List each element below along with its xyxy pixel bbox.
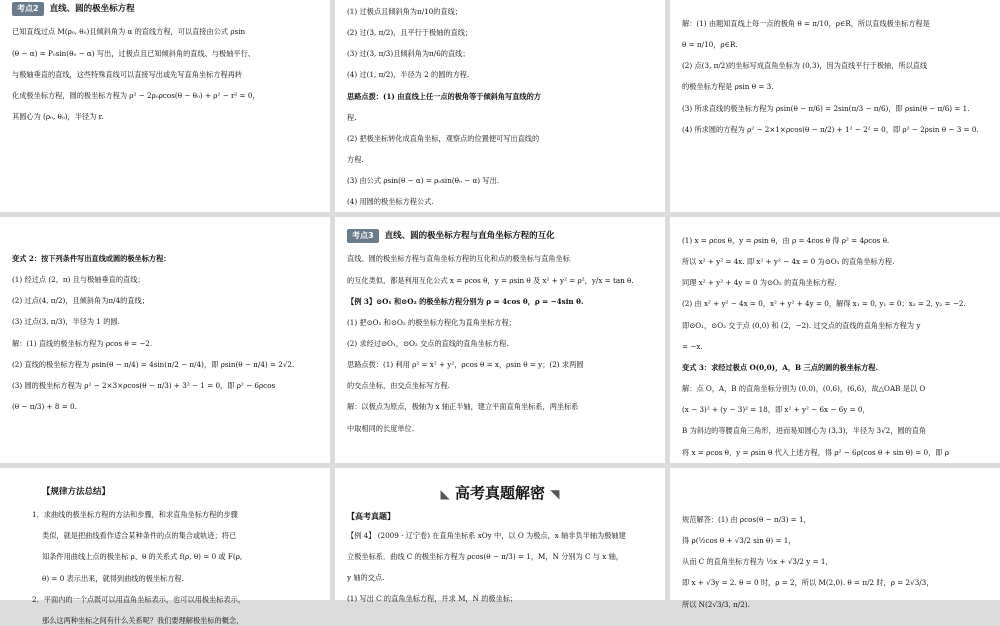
text-line: 立极坐标系．曲线 C 的极坐标方程为 ρcos(θ − π/3) = 1，M，N 分别为 C 与 x 轴，	[347, 551, 623, 561]
text-line: 所以 N(2√3/3, π/2).	[682, 599, 750, 609]
text-line: 程.	[347, 112, 357, 122]
slide-1[interactable]	[0, 0, 330, 212]
text-line: 解：点 O，A，B 的直角坐标分别为 (0,0)，(0,6)，(6,6)，故△OAB 是以 O	[682, 384, 926, 394]
text-line: (3) 所求直线的极坐标方程为 ρsin(θ − π/6) = 2sin(π/3 − π/6)，即 ρsin(θ − π/6) = 1.	[682, 103, 970, 113]
slide-3[interactable]	[670, 0, 1000, 212]
text-line: (2) 求经过⊙O₁，⊙O₂ 交点的直线的直角坐标方程.	[347, 339, 509, 349]
text-line: 【例 3】⊙O₁ 和⊙O₂ 的极坐标方程分别为 ρ = 4cos θ，ρ = −4sin θ.	[347, 296, 584, 306]
text-line: 得 ρ(½cos θ + √3/2 sin θ) = 1，	[682, 536, 796, 546]
text-line: (2) 点(3, π/2)的坐标写成直角坐标为 (0,3)，因为直线平行于极轴，所以直线	[682, 61, 928, 71]
text-line: (2) 把极坐标转化成直角坐标，观察点的位置便可写出直线的	[347, 133, 540, 143]
text-line: 1．求曲线的极坐标方程的方法和步骤，和求直角坐标方程的步骤	[32, 510, 238, 520]
slide-9[interactable]	[670, 468, 1000, 609]
topic-badge: 考点3	[347, 229, 379, 243]
title-right-decoration: ◥	[550, 487, 560, 501]
slide-8[interactable]	[335, 468, 665, 604]
topic-title: 直线、圆的极坐标方程与直角坐标方程的互化	[384, 231, 555, 241]
text-line: 直线、圆的极坐标方程与直角坐标方程的互化和点的极坐标与直角坐标	[347, 254, 570, 264]
text-line: 所以 x² + y² = 4x. 即 x² + y² − 4x = 0 为⊙O₁ 的直角坐标方程.	[682, 257, 895, 267]
text-line: (3) 由公式 ρsin(θ − α) = ρ₀sin(θ₀ − α) 写出.	[347, 176, 500, 186]
text-line: 解：(1) 由题知直线上每一点的极角 θ = π/10，ρ∈R，所以直线极坐标方程是	[682, 19, 930, 28]
text-line: 那么这两种坐标之间有什么关系呢？我们要理解极坐标的概念，	[42, 615, 244, 625]
text-line: 思路点拨：(1) 由直线上任一点的极角等于倾斜角写直线的方	[347, 91, 541, 101]
text-line: θ = π/10，ρ∈R.	[682, 40, 738, 50]
text-line: (3) 过(3, π/3)且倾斜角为π/6的直线；	[347, 49, 470, 59]
slide-6[interactable]	[670, 217, 1000, 463]
text-line: (θ − π/3) + 8 = 0.	[12, 402, 77, 412]
topic-badge: 考点2	[12, 2, 44, 16]
title-left-decoration: ◣	[440, 487, 450, 501]
text-line: 中取相同的长度单位.	[347, 423, 414, 433]
text-line: 【例 4】 (2009 · 辽宁卷) 在直角坐标系 xOy 中，以 O 为极点，x 轴非负半轴为极轴建	[347, 530, 626, 540]
text-line: 从而 C 的直角坐标方程为 ½x + √3/2 y = 1，	[682, 557, 833, 567]
slide-5-heading	[347, 229, 653, 243]
text-line: B 为斜边的等腰直角三角形，进而易知圆心为 (3,3)，半径为 3√2，圆的直角	[682, 426, 927, 436]
text-line: 的极坐标方程是 ρsin θ = 3.	[682, 82, 774, 92]
text-line: 化成极坐标方程，圆的极坐标方程为 ρ² − 2ρ₀ρcos(θ − θ₀) + ρ² − r² = 0，	[12, 90, 260, 100]
slide-1-heading	[12, 2, 318, 16]
slide-4[interactable]	[0, 217, 330, 463]
text-line: 将 x = ρcos θ，y = ρsin θ 代入上述方程，得 ρ² − 6ρ(cos θ + sin θ) = 0，即 ρ	[682, 447, 949, 457]
text-line: 变式 2：按下列条件写出直线或圆的极坐标方程：	[12, 254, 171, 263]
text-line: 思路点拨：(1) 利用 ρ² = x² + y²，ρcos θ = x，ρsin θ = y；(2) 求两圆	[347, 360, 584, 370]
text-line: 解：(1) 直线的极坐标方程为 ρcos θ = −2.	[12, 338, 153, 348]
text-line: (1) 把⊙O₁ 和⊙O₂ 的极坐标方程化为直角坐标方程；	[347, 317, 516, 327]
text-line: (3) 过点(3, π/3)，半径为 1 的圆.	[12, 317, 120, 327]
text-line: (3) 圆的极坐标方程为 ρ² − 2×3×ρcos(θ − π/3) + 3² − 1 = 0，即 ρ² − 6ρcos	[12, 380, 276, 390]
text-line: (1) 写出 C 的直角坐标方程，并求 M，N 的极坐标；	[347, 594, 518, 604]
section-title	[347, 482, 653, 505]
text-line: (4) 用圆的极坐标方程公式.	[347, 197, 434, 207]
topic-title: 直线、圆的极坐标方程	[49, 4, 135, 14]
text-line: y 轴的交点.	[347, 572, 385, 582]
text-line: (x − 3)² + (y − 3)² = 18，即 x² + y² − 6x − 6y = 0，	[682, 405, 870, 415]
text-line: 2．平面内的一个点既可以用直角坐标表示，也可以用极坐标表示，	[32, 594, 246, 604]
text-line: 方程.	[347, 155, 364, 165]
text-line: (2) 过(3, π/2)，且平行于极轴的直线；	[347, 28, 473, 38]
text-line: 的交点坐标，由交点坐标写方程.	[347, 381, 450, 391]
text-line: 的互化类似，都是利用互化公式 x = ρcos θ，y = ρsin θ 及 x² + y² = ρ²，y/x = tan θ.	[347, 275, 634, 285]
section-title-text: 高考真题解密	[454, 484, 545, 502]
text-line: (1) 经过点 (2，π) 且与极轴垂直的直线；	[12, 275, 145, 285]
slide-7[interactable]	[0, 468, 330, 625]
text-line: 知条件用曲线上点的极坐标 ρ、θ 的关系式 f(ρ, θ) = 0 或 F(ρ,	[42, 552, 243, 562]
text-line: (2) 过点(4, π/2)，且倾斜角为π/4的直线；	[12, 296, 149, 306]
text-line: (4) 所求圆的方程为 ρ² − 2×1×ρcos(θ − π/2) + 1² − 2² = 0，即 ρ² − 2ρsin θ − 3 = 0.	[682, 124, 979, 134]
summary-title: 【规律方法总结】	[42, 487, 111, 497]
text-line: 即⊙O₁，⊙O₂ 交于点 (0,0) 和 (2，−2). 过交点的直线的直角坐标方程为 y	[682, 320, 921, 330]
text-line: 已知直线过点 M(ρ₀, θ₀)且倾斜角为 α 的直线方程，可以直接由公式 ρsin	[12, 27, 246, 37]
text-line: (1) 过极点且倾斜角为π/10的直线；	[347, 7, 463, 16]
text-line: 即 x + √3y = 2. θ = 0 时，ρ = 2，所以 M(2,0). θ = π/2 时，ρ = 2√3/3，	[682, 578, 934, 588]
text-line: 变式 3：求经过极点 O(0,0)，A，B 三点的圆的极坐标方程.	[682, 362, 878, 372]
text-line: 其圆心为 (ρ₀, θ₀)，半径为 r.	[12, 112, 104, 122]
subsection-title: 【高考真题】	[347, 512, 395, 522]
text-line: 规范解答：(1) 由 ρcos(θ − π/3) = 1，	[682, 515, 811, 524]
text-line: (1) x = ρcos θ，y = ρsin θ，由 ρ = 4cos θ 得 ρ² = 4ρcos θ.	[682, 236, 890, 245]
text-line: (2) 直线的极坐标方程为 ρsin(θ − π/4) = 4sin(π/2 − π/4)，即 ρsin(θ − π/4) = 2√2.	[12, 359, 295, 369]
text-line: (4) 过(1, π/2)，半径为 2 的圆的方程.	[347, 70, 470, 80]
slide-2[interactable]	[335, 0, 665, 212]
text-line: 类似，就是把曲线看作适合某种条件的点的集合或轨迹；将已	[42, 531, 237, 541]
slide-5[interactable]	[335, 217, 665, 463]
text-line: 与极轴垂直的直线，这些特殊直线可以直接写出或先写直角坐标方程再转	[12, 69, 243, 79]
text-line: (θ − α) = P₀sin(θ₀ − α) 写出，过极点且已知倾斜角的直线、与极轴平行、	[12, 48, 255, 58]
text-line: 解：以极点为原点，极轴为 x 轴正半轴，建立平面直角坐标系，两坐标系	[347, 402, 579, 412]
text-line: θ) = 0 表示出来，就得到曲线的极坐标方程.	[42, 573, 184, 583]
text-line: 同理 x² + y² + 4y = 0 为⊙O₂ 的直角坐标方程.	[682, 278, 837, 288]
text-line: = −x.	[682, 341, 703, 351]
text-line: (2) 由 x² + y² − 4x = 0，x² + y² + 4y = 0，解得 x₁ = 0, y₁ = 0；x₂ = 2, y₂ = −2.	[682, 299, 966, 309]
